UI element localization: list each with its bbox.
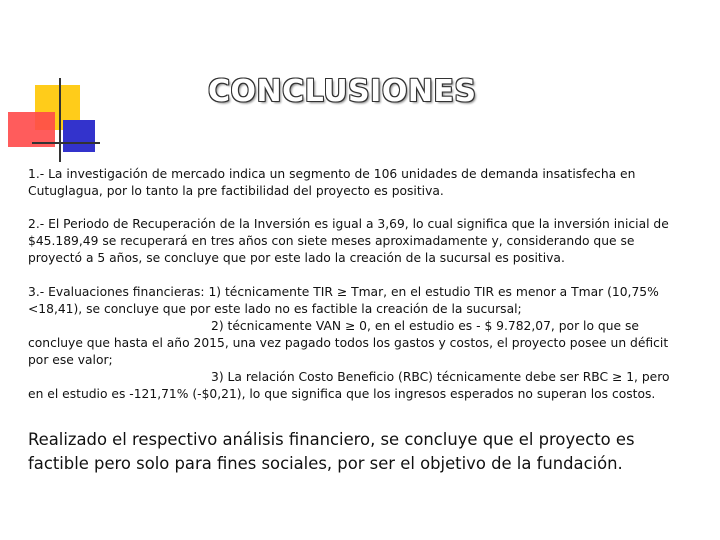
- financial-eval-van-cont: concluye que hasta el año 2015, una vez pagado todos los gastos y costos, el proyecto posee un déficit por ese valor;: [28, 336, 669, 367]
- conclusion-item-3: [28, 284, 688, 403]
- blue-square: [63, 120, 95, 152]
- financial-eval-rbc-line: 3) La relación Costo Beneficio (RBC) técnicamente debe ser RBC ≥ 1, pero: [211, 370, 670, 384]
- decorative-squares-graphic: [0, 0, 110, 170]
- page-title: CONCLUSIONES: [208, 74, 477, 109]
- financial-eval-van-line: 2) técnicamente VAN ≥ 0, en el estudio es - $ 9.782,07, por lo que se: [211, 319, 639, 333]
- final-conclusion: Realizado el respectivo análisis financiero, se concluye que el proyecto es factible pero solo para fines sociales, por ser el objetivo de la fundación.: [28, 430, 635, 473]
- financial-eval-rbc-cont: en el estudio es -121,71% (-$0,21), lo que significa que los ingresos esperados no superan los costos.: [28, 387, 656, 401]
- red-square: [8, 112, 55, 147]
- conclusion-item-2: 2.- El Periodo de Recuperación de la Inversión es igual a 3,69, lo cual significa que la inversión inicial de $45.189,49 se recuperará en tres años con siete meses aproximadamente y, considerando que se proyectó a 5 años, se concluye que por este lado la creación de la sucursal es positiva.: [28, 217, 669, 265]
- conclusion-item-1: 1.- La investigación de mercado indica un segmento de 106 unidades de demanda insatisfecha en Cutuglagua, por lo tanto la pre factibilidad del proyecto es positiva.: [28, 167, 636, 198]
- financial-eval-intro: 3.- Evaluaciones financieras: 1) técnicamente TIR ≥ Tmar, en el estudio TIR es menor a Tmar (10,75% <18,41), se concluye que por este lado no es factible la creación de la sucursal;: [28, 285, 659, 316]
